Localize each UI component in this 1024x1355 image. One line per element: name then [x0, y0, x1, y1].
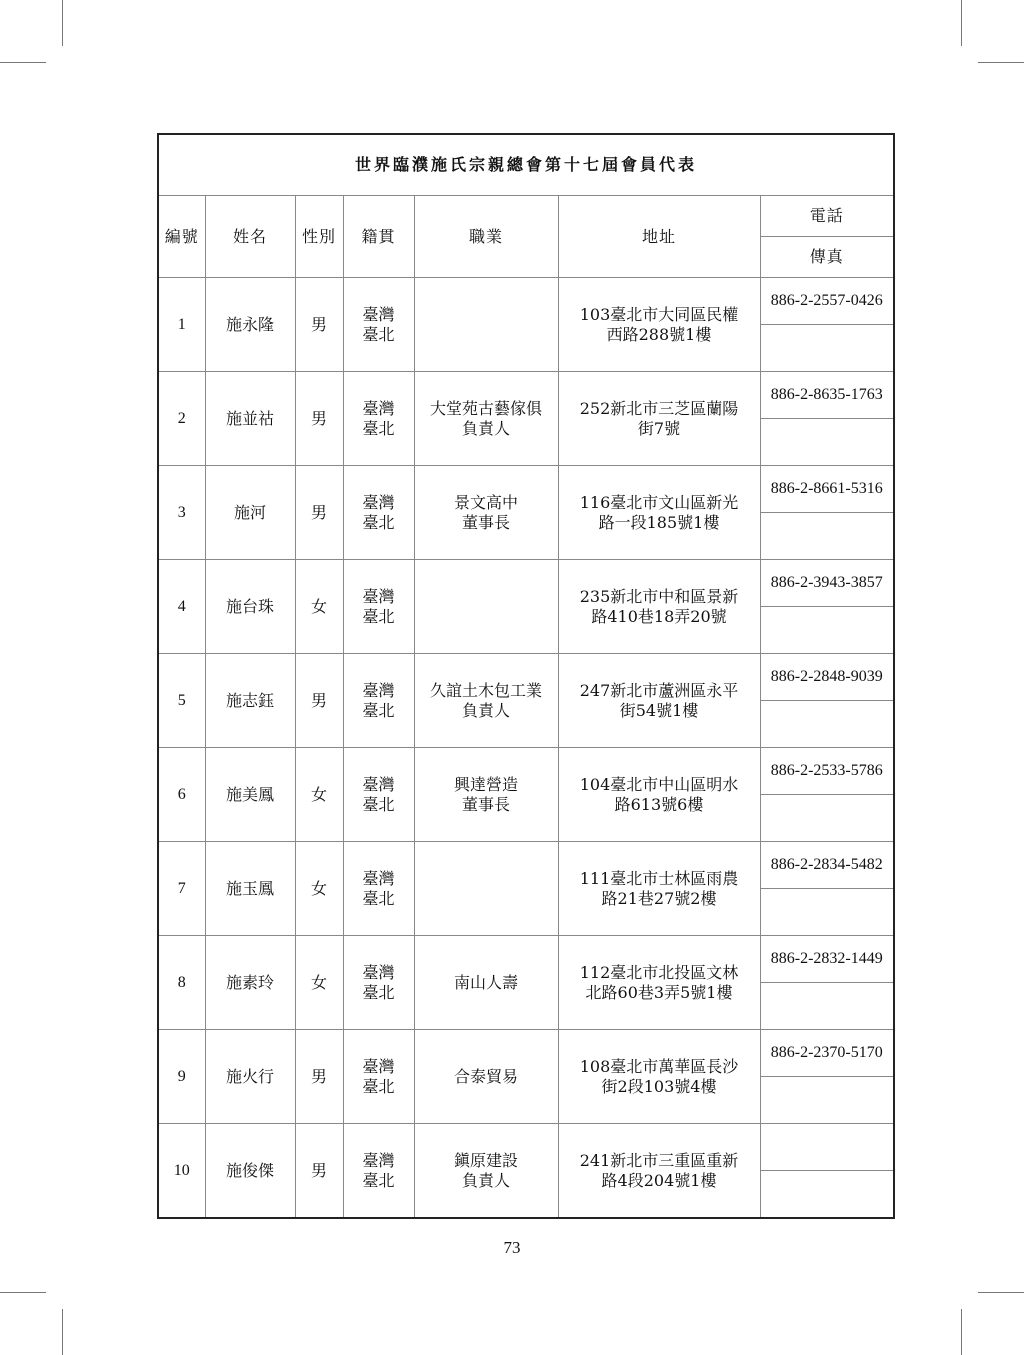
origin-line: 臺北	[362, 606, 395, 626]
member-gender: 女	[295, 842, 343, 936]
member-address	[558, 842, 760, 936]
member-origin	[343, 748, 414, 842]
address-line: 116臺北市文山區新光	[579, 492, 739, 512]
member-name: 施並祜	[205, 372, 295, 466]
address-line: 西路288號1樓	[606, 324, 712, 344]
origin-line: 臺北	[362, 512, 395, 532]
address-line: 247新北市蘆洲區永平	[579, 680, 739, 700]
header-occupation: 職業	[414, 196, 558, 278]
member-phone: 886-2-8661-5316	[760, 466, 894, 513]
crop-mark	[978, 62, 1024, 63]
member-phone: 886-2-2848-9039	[760, 654, 894, 701]
member-phone: 886-2-2533-5786	[760, 748, 894, 795]
occupation-line: 久誼土木包工業	[429, 680, 542, 700]
origin-line: 臺灣	[362, 398, 395, 418]
member-gender: 男	[295, 654, 343, 748]
origin-line: 臺北	[362, 700, 395, 720]
member-address	[558, 560, 760, 654]
header-address: 地址	[558, 196, 760, 278]
occupation-line: 負責人	[461, 700, 510, 720]
origin-line: 臺灣	[362, 962, 395, 982]
member-fax	[760, 607, 894, 654]
member-occupation	[414, 936, 558, 1030]
origin-line: 臺北	[362, 324, 395, 344]
address-line: 路613號6樓	[614, 794, 704, 814]
crop-mark	[961, 0, 962, 46]
occupation-line: 合泰貿易	[453, 1066, 518, 1086]
header-number: 編號	[158, 196, 205, 278]
member-name: 施素玲	[205, 936, 295, 1030]
occupation-line: 興達營造	[453, 774, 518, 794]
origin-line: 臺北	[362, 1170, 395, 1190]
member-origin	[343, 278, 414, 372]
occupation-line: 董事長	[461, 512, 510, 532]
address-line: 235新北市中和區景新	[579, 586, 739, 606]
member-address	[558, 1124, 760, 1219]
address-line: 104臺北市中山區明水	[579, 774, 739, 794]
address-line: 路一段185號1樓	[598, 512, 720, 532]
address-line: 103臺北市大同區民權	[579, 304, 739, 324]
member-phone: 886-2-8635-1763	[760, 372, 894, 419]
member-gender: 女	[295, 936, 343, 1030]
member-gender: 男	[295, 1030, 343, 1124]
occupation-line: 南山人壽	[453, 972, 518, 992]
member-name: 施美鳳	[205, 748, 295, 842]
origin-line: 臺灣	[362, 868, 395, 888]
member-fax	[760, 1077, 894, 1124]
member-number: 1	[158, 278, 205, 372]
address-line: 路4段204號1樓	[601, 1170, 717, 1190]
member-address	[558, 1030, 760, 1124]
address-line: 112臺北市北投區文林	[579, 962, 739, 982]
origin-line: 臺灣	[362, 304, 395, 324]
member-occupation	[414, 278, 558, 372]
origin-line: 臺灣	[362, 1056, 395, 1076]
origin-line: 臺灣	[362, 492, 395, 512]
address-line: 108臺北市萬華區長沙	[579, 1056, 739, 1076]
occupation-line: 負責人	[461, 418, 510, 438]
member-number: 6	[158, 748, 205, 842]
member-number: 7	[158, 842, 205, 936]
member-fax	[760, 325, 894, 372]
member-gender: 男	[295, 278, 343, 372]
crop-mark	[961, 1309, 962, 1355]
member-number: 3	[158, 466, 205, 560]
member-address	[558, 936, 760, 1030]
member-phone: 886-2-2370-5170	[760, 1030, 894, 1077]
member-name: 施志鈺	[205, 654, 295, 748]
origin-line: 臺灣	[362, 586, 395, 606]
member-name: 施玉鳳	[205, 842, 295, 936]
member-occupation	[414, 372, 558, 466]
member-address	[558, 466, 760, 560]
member-gender: 女	[295, 748, 343, 842]
member-fax	[760, 701, 894, 748]
member-phone: 886-2-2834-5482	[760, 842, 894, 889]
crop-mark	[978, 1292, 1024, 1293]
member-number: 4	[158, 560, 205, 654]
header-phone: 電話	[760, 196, 894, 237]
member-gender: 女	[295, 560, 343, 654]
origin-line: 臺灣	[362, 774, 395, 794]
occupation-line: 景文高中	[453, 492, 518, 512]
member-occupation	[414, 842, 558, 936]
member-number: 9	[158, 1030, 205, 1124]
address-line: 241新北市三重區重新	[579, 1150, 739, 1170]
member-fax	[760, 1171, 894, 1219]
member-phone: 886-2-2557-0426	[760, 278, 894, 325]
address-line: 111臺北市士林區雨農	[579, 868, 739, 888]
member-fax	[760, 513, 894, 560]
address-line: 街7號	[637, 418, 681, 438]
table-title: 世界臨濮施氏宗親總會第十七屆會員代表	[158, 134, 894, 196]
member-phone: 886-2-2832-1449	[760, 936, 894, 983]
header-fax: 傳真	[760, 237, 894, 278]
origin-line: 臺灣	[362, 680, 395, 700]
member-origin	[343, 372, 414, 466]
occupation-line: 負責人	[461, 1170, 510, 1190]
crop-mark	[0, 62, 46, 63]
member-gender: 男	[295, 1124, 343, 1219]
header-name: 姓名	[205, 196, 295, 278]
member-origin	[343, 560, 414, 654]
origin-line: 臺北	[362, 1076, 395, 1096]
member-occupation	[414, 1030, 558, 1124]
origin-line: 臺灣	[362, 1150, 395, 1170]
member-address	[558, 748, 760, 842]
member-occupation	[414, 1124, 558, 1219]
member-fax	[760, 983, 894, 1030]
member-origin	[343, 1030, 414, 1124]
member-name: 施台珠	[205, 560, 295, 654]
header-origin: 籍貫	[343, 196, 414, 278]
member-address	[558, 654, 760, 748]
origin-line: 臺北	[362, 888, 395, 908]
member-origin	[343, 936, 414, 1030]
member-occupation	[414, 560, 558, 654]
header-gender: 性別	[295, 196, 343, 278]
member-occupation	[414, 466, 558, 560]
page-number: 73	[503, 1238, 521, 1257]
occupation-line: 大堂苑古藝傢俱	[429, 398, 542, 418]
member-table	[157, 133, 895, 1219]
member-origin	[343, 466, 414, 560]
member-number: 2	[158, 372, 205, 466]
address-line: 路21巷27號2樓	[601, 888, 717, 908]
member-name: 施河	[205, 466, 295, 560]
crop-mark	[0, 1292, 46, 1293]
occupation-line: 鎭原建設	[453, 1150, 518, 1170]
occupation-line: 董事長	[461, 794, 510, 814]
member-phone: 886-2-3943-3857	[760, 560, 894, 607]
member-origin	[343, 654, 414, 748]
member-fax	[760, 795, 894, 842]
address-line: 北路60巷3弄5號1樓	[585, 982, 733, 1002]
member-fax	[760, 419, 894, 466]
crop-mark	[62, 1309, 63, 1355]
address-line: 路410巷18弄20號	[591, 606, 727, 626]
member-origin	[343, 1124, 414, 1219]
member-name: 施永隆	[205, 278, 295, 372]
member-phone	[760, 1124, 894, 1171]
member-name: 施火行	[205, 1030, 295, 1124]
address-line: 252新北市三芝區蘭陽	[579, 398, 739, 418]
member-occupation	[414, 748, 558, 842]
member-number: 8	[158, 936, 205, 1030]
member-address	[558, 278, 760, 372]
origin-line: 臺北	[362, 982, 395, 1002]
member-number: 10	[158, 1124, 205, 1219]
member-origin	[343, 842, 414, 936]
crop-mark	[62, 0, 63, 46]
member-address	[558, 372, 760, 466]
member-occupation	[414, 654, 558, 748]
origin-line: 臺北	[362, 794, 395, 814]
member-gender: 男	[295, 372, 343, 466]
member-fax	[760, 889, 894, 936]
member-number: 5	[158, 654, 205, 748]
address-line: 街2段103號4樓	[601, 1076, 717, 1096]
member-name: 施俊傑	[205, 1124, 295, 1219]
member-gender: 男	[295, 466, 343, 560]
origin-line: 臺北	[362, 418, 395, 438]
address-line: 街54號1樓	[619, 700, 699, 720]
